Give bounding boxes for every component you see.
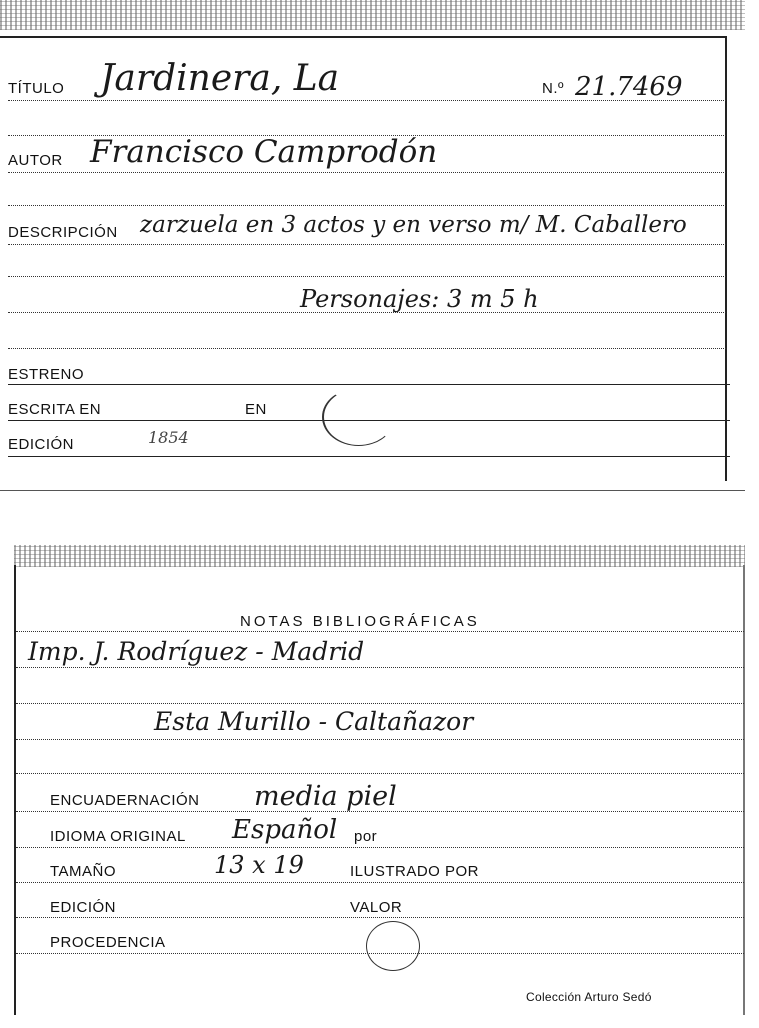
rule — [16, 847, 744, 848]
tamano-label: TAMAÑO — [50, 863, 117, 880]
rule — [8, 348, 726, 349]
rule — [8, 384, 730, 385]
idioma-label: IDIOMA ORIGINAL — [50, 828, 186, 845]
collection-footer: Colección Arturo Sedó — [526, 990, 652, 1004]
rule — [16, 917, 744, 918]
edicion-label: EDICIÓN — [50, 899, 117, 916]
scanned-edge-texture — [0, 0, 745, 30]
card-top-edge — [0, 36, 727, 38]
rule — [8, 244, 726, 245]
rule — [8, 312, 726, 313]
encuadernacion-value: media piel — [254, 781, 397, 812]
edicion-label: EDICIÓN — [8, 436, 75, 453]
scanned-edge-texture — [14, 545, 745, 567]
rule — [16, 739, 744, 740]
estreno-label: ESTRENO — [8, 366, 85, 383]
titulo-value: Jardinera, La — [100, 58, 340, 99]
tamano-value: 13 x 19 — [214, 851, 304, 879]
rule — [16, 811, 744, 812]
stamp-mark — [322, 388, 395, 446]
titulo-label: TÍTULO — [8, 80, 65, 97]
descripcion-value: zarzuela en 3 actos y en verso m/ M. Caballero — [140, 212, 687, 238]
rule — [16, 773, 744, 774]
card-bottom-edge — [0, 490, 745, 491]
rule — [16, 667, 744, 668]
valor-label: VALOR — [350, 899, 403, 916]
rule — [16, 703, 744, 704]
stamp-mark — [366, 921, 420, 971]
rule — [8, 456, 730, 457]
note-line-2: Esta Murillo - Caltañazor — [154, 707, 474, 736]
numero-label: N.º — [542, 80, 564, 97]
por-label: por — [354, 828, 378, 845]
catalog-card-front — [0, 0, 745, 500]
note-line-1: Imp. J. Rodríguez - Madrid — [28, 637, 365, 666]
en-label: EN — [245, 401, 267, 418]
rule — [16, 882, 744, 883]
edicion-value: 1854 — [148, 428, 189, 447]
rule — [8, 100, 726, 101]
autor-value: Francisco Camprodón — [90, 134, 438, 170]
encuadernacion-label: ENCUADERNACIÓN — [50, 792, 200, 809]
autor-label: AUTOR — [8, 152, 63, 169]
descripcion-line2: Personajes: 3 m 5 h — [300, 285, 539, 313]
procedencia-label: PROCEDENCIA — [50, 934, 166, 951]
card-right-edge — [725, 36, 727, 481]
numero-value: 21.7469 — [575, 72, 683, 102]
ilustrado-label: ILUSTRADO POR — [350, 863, 480, 880]
rule — [8, 172, 726, 173]
card-right-edge — [743, 565, 745, 1015]
rule — [16, 631, 744, 632]
rule — [8, 205, 726, 206]
notas-heading: NOTAS BIBLIOGRÁFICAS — [240, 613, 480, 630]
idioma-value: Español — [232, 815, 338, 845]
card-left-edge — [14, 565, 16, 1015]
catalog-card-back — [14, 545, 745, 1015]
escrita-en-label: ESCRITA EN — [8, 401, 102, 418]
rule — [8, 276, 726, 277]
descripcion-label: DESCRIPCIÓN — [8, 224, 118, 241]
